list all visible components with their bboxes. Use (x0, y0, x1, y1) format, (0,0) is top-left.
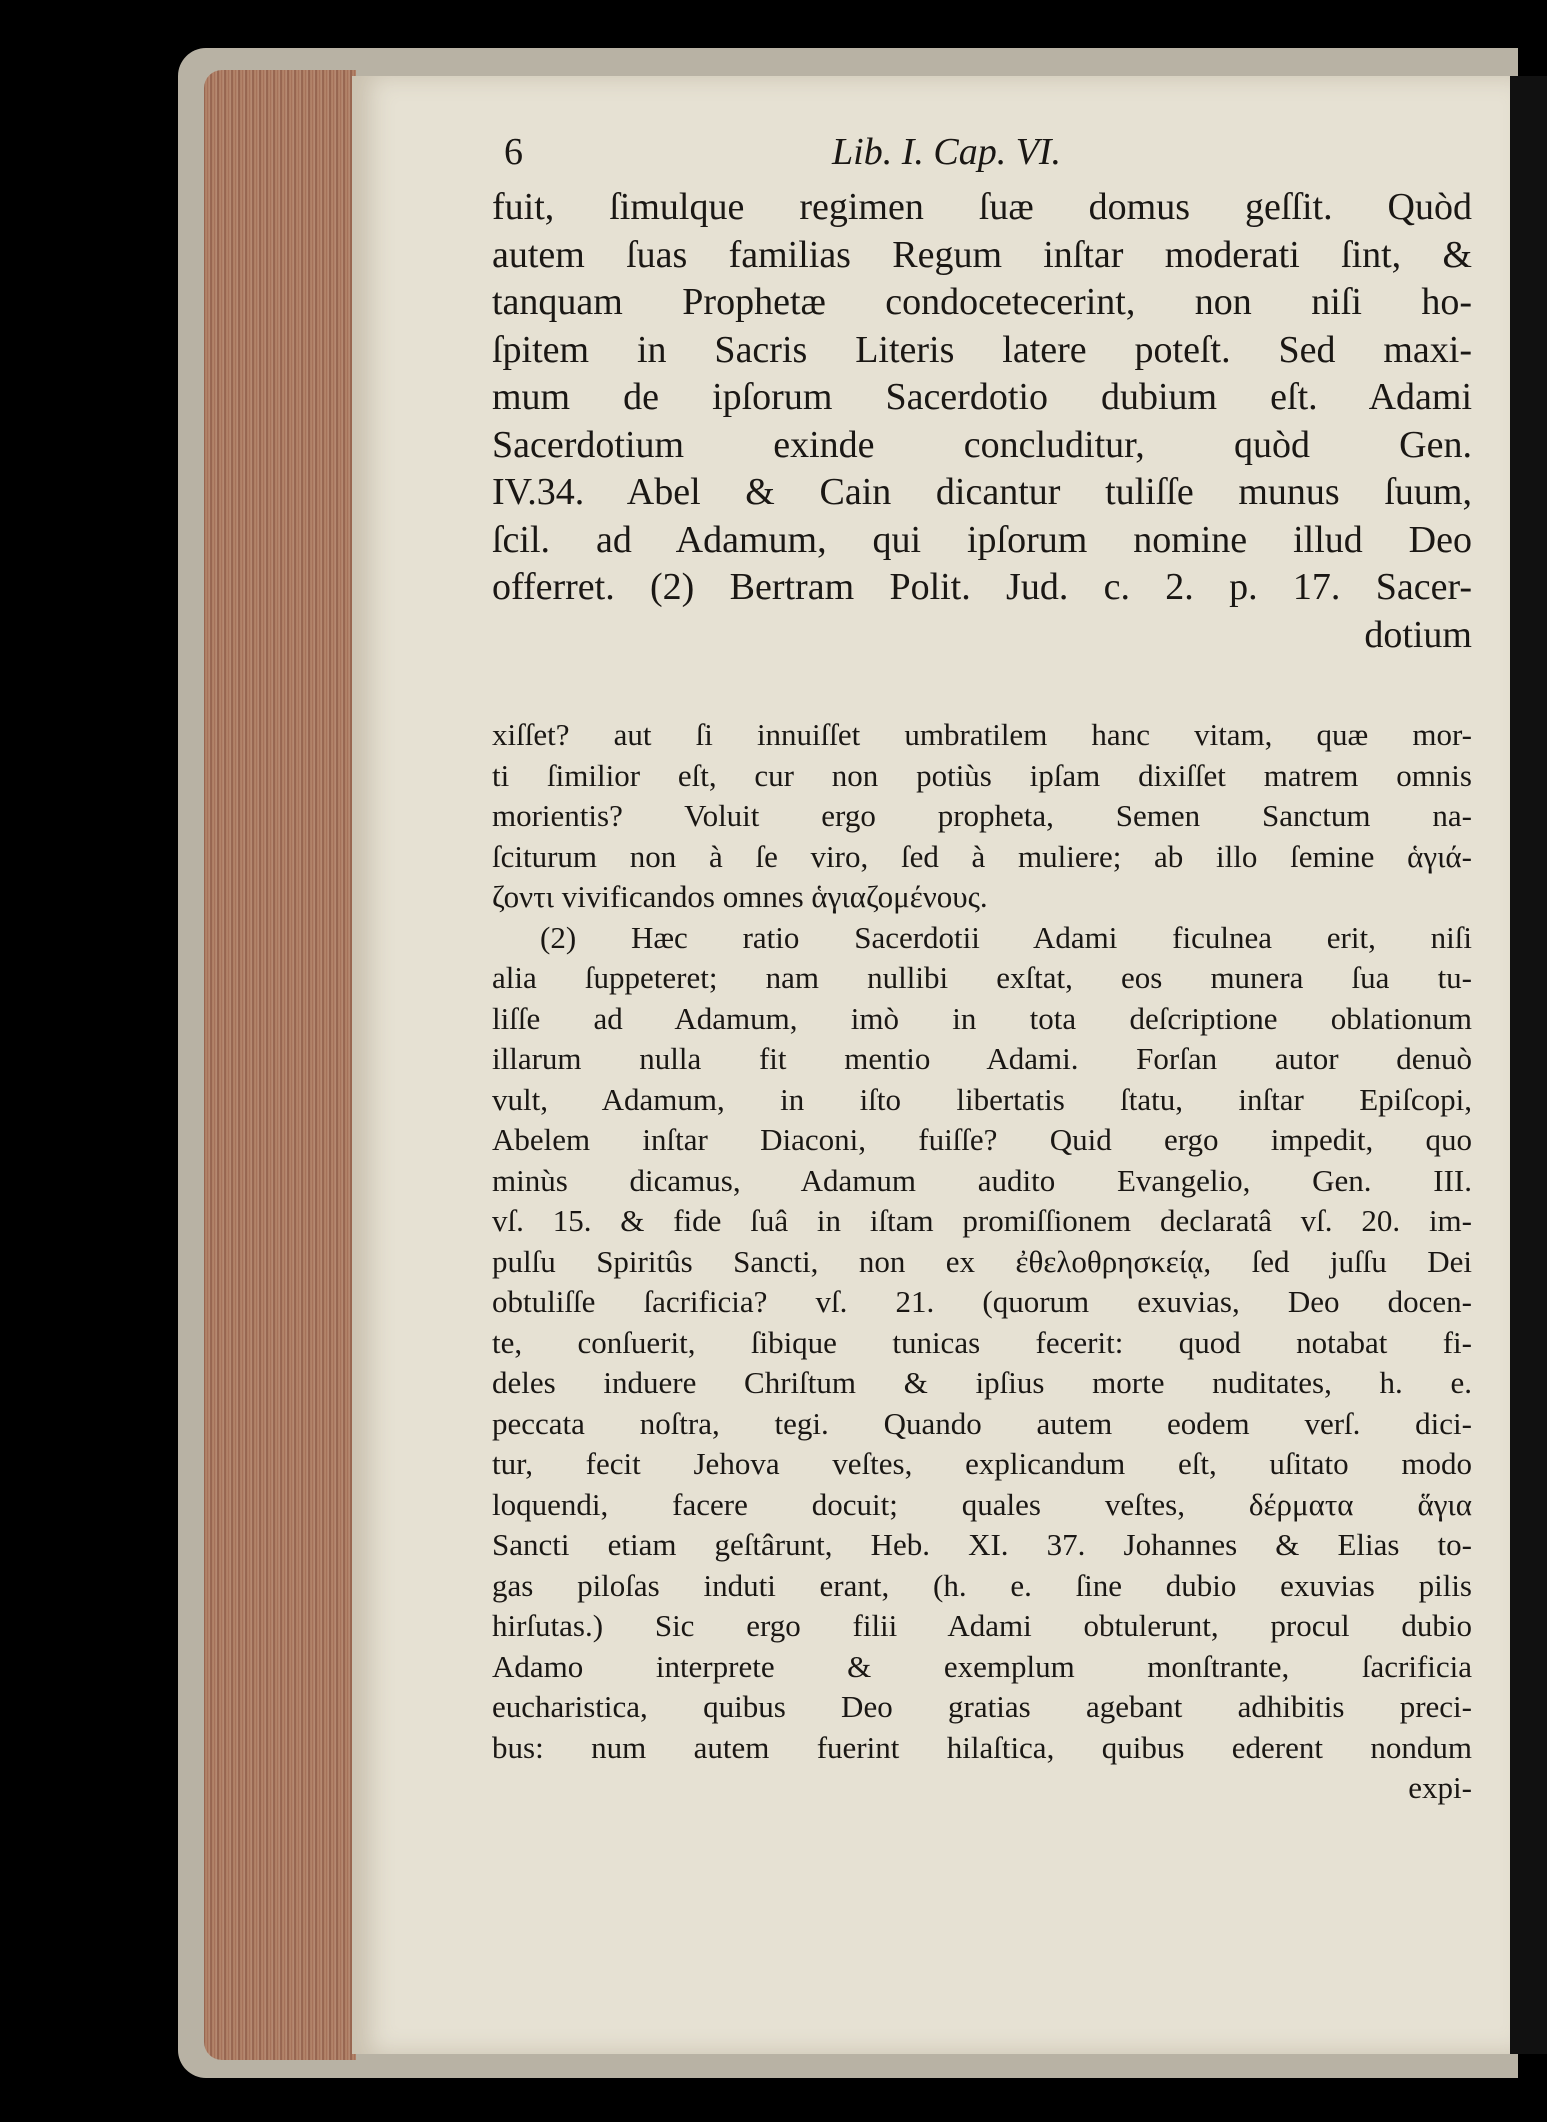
footnote-line: bus: num autem fuerint hilaſtica, quibus ederent nondum (492, 1729, 1472, 1765)
footnote-line: vult, Adamum, in iſto libertatis ſtatu, inſtar Epiſcopi, (492, 1081, 1472, 1117)
footnotes (492, 715, 1472, 1809)
footnote-line: eucharistica, quibus Deo gratias agebant adhibitis preci- (492, 1689, 1472, 1724)
footnote-line: obtuliſſe ſacrificia? vſ. 21. (quorum exuvias, Deo docen- (492, 1284, 1472, 1319)
footnote-line: ti ſimilior eſt, cur non potiùs ipſam dixiſſet matrem omnis (492, 757, 1472, 793)
footnote-line: illarum nulla fit mentio Adami. Forſan autor denuò (492, 1041, 1472, 1076)
footnote-line: ζοντι vivificandos omnes ἁγιαζομένους. (492, 879, 988, 914)
fore-edge (204, 70, 356, 2060)
footnote-line: (2) Hæc ratio Sacerdotii Adami ficulnea erit, niſi (540, 919, 1472, 955)
footnote-line: pulſu Spiritûs Sancti, non ex ἐθελοθρησκείᾳ, ſed juſſu Dei (492, 1243, 1472, 1279)
main-text-line: fuit, ſimulque regimen ſuæ domus geſſit. Quòd (492, 186, 1472, 228)
catchword: dotium (1364, 613, 1472, 656)
footnote-line: loquendi, facere docuit; quales veſtes, δέρματα ἅγια (492, 1486, 1472, 1522)
main-text-line: Sacerdotium exinde concluditur, quòd Gen. (492, 423, 1472, 466)
footnote-line: te, conſuerit, ſibique tunicas fecerit: quod notabat fi- (492, 1324, 1472, 1360)
footnote-line: deles induere Chriſtum & ipſius morte nuditates, h. e. (492, 1365, 1472, 1400)
running-head (492, 130, 1472, 178)
footnote-line: gas piloſas induti erant, (h. e. ſine dubio exuvias pilis (492, 1567, 1472, 1603)
footnote-line: hirſutas.) Sic ergo filii Adami obtulerunt, procul dubio (492, 1608, 1472, 1643)
footnote-line: Adamo interprete & exemplum monſtrante, ſacrificia (492, 1648, 1472, 1684)
main-text-line: autem ſuas familias Regum inſtar moderati ſint, & (492, 233, 1472, 276)
page-number: 6 (504, 131, 523, 173)
footnote-line: Abelem inſtar Diaconi, fuiſſe? Quid ergo impedit, quo (492, 1122, 1472, 1157)
footnote-line: liſſe ad Adamum, imò in tota deſcriptione oblationum (492, 1000, 1472, 1036)
gutter-strip (1510, 76, 1547, 2054)
main-text-line: offerret. (2) Bertram Polit. Jud. c. 2. p. 17. Sacer- (492, 566, 1472, 608)
footnote-line: ſciturum non à ſe viro, ſed à muliere; ab illo ſemine ἁγιά- (492, 838, 1472, 874)
footnote-line: vſ. 15. & fide ſuâ in iſtam promiſſionem declaratâ vſ. 20. im- (492, 1203, 1472, 1238)
footnote-line: minùs dicamus, Adamum audito Evangelio, Gen. III. (492, 1162, 1472, 1198)
footnote-line: tur, fecit Jehova veſtes, explicandum eſt, uſitato modo (492, 1446, 1472, 1481)
main-text-line: IV.34. Abel & Cain dicantur tuliſſe munus ſuum, (492, 471, 1472, 513)
main-text-line: tanquam Prophetæ condocetecerint, non niſi ho- (492, 281, 1472, 323)
footnote-line: morientis? Voluit ergo propheta, Semen Sanctum na- (492, 798, 1472, 833)
main-text (492, 184, 1472, 659)
main-text-line: mum de ipſorum Sacerdotio dubium eſt. Adami (492, 376, 1472, 418)
footnote-line: peccata noſtra, tegi. Quando autem eodem verſ. dici- (492, 1405, 1472, 1441)
text-block (492, 130, 1472, 1809)
main-text-line: ſcil. ad Adamum, qui ipſorum nomine illud Deo (492, 518, 1472, 561)
main-text-line: ſpitem in Sacris Literis latere poteſt. Sed maxi- (492, 328, 1472, 371)
footnote-line: Sancti etiam geſtârunt, Heb. XI. 37. Johannes & Elias to- (492, 1527, 1472, 1562)
running-head-title: Lib. I. Cap. VI. (832, 131, 1062, 173)
footnote-line: alia ſuppeteret; nam nullibi exſtat, eos munera ſua tu- (492, 960, 1472, 995)
footnote-catchword: expi- (1408, 1770, 1472, 1805)
footnote-line: xiſſet? aut ſi innuiſſet umbratilem hanc vitam, quæ mor- (492, 717, 1472, 752)
